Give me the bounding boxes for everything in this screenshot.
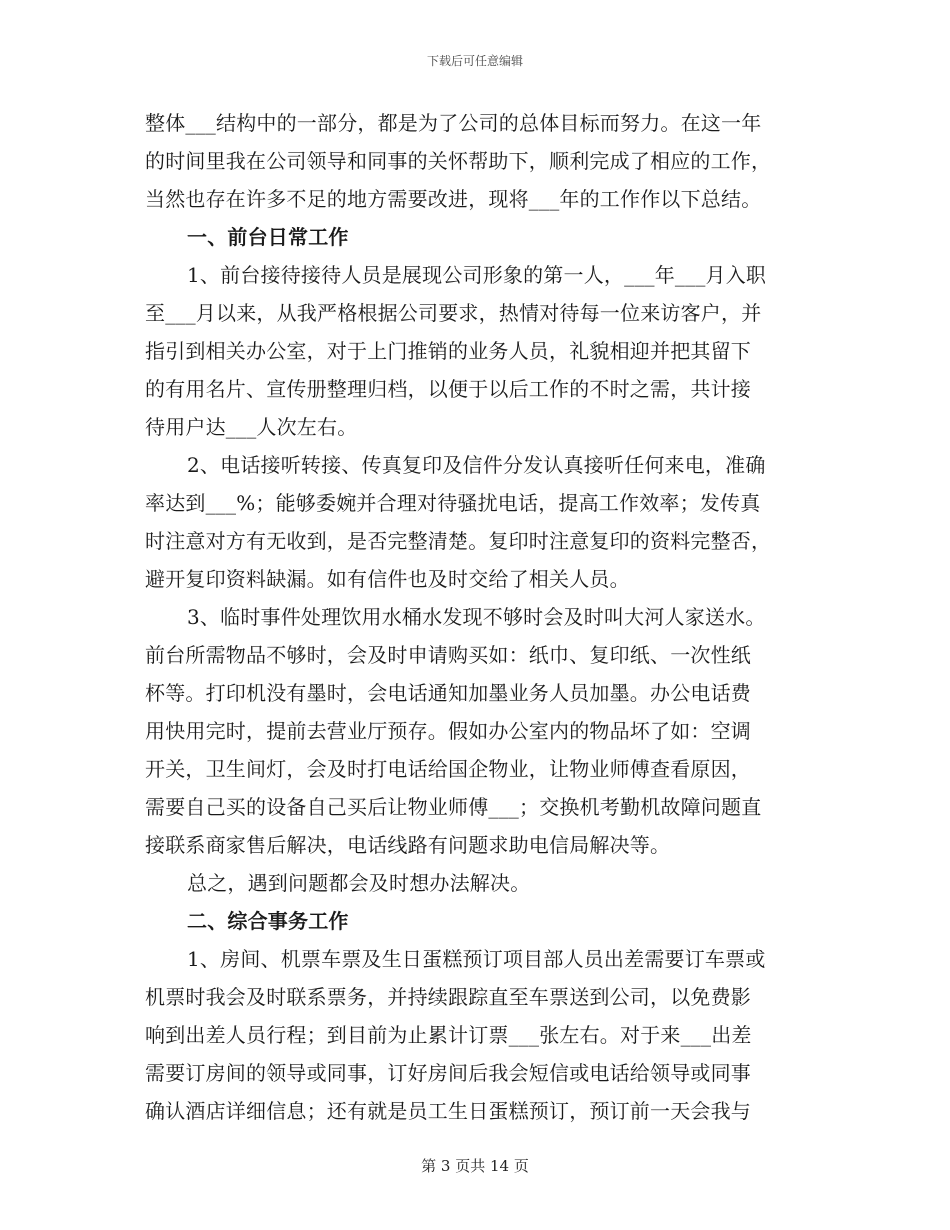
- page-footer: 第 3 页共 14 页: [421, 1157, 529, 1175]
- page-header: 下载后可任意编辑: [426, 54, 523, 68]
- text-line: 杯等。打印机没有墨时，会电话通知加墨业务人员加墨。办公电话费: [145, 681, 751, 705]
- text-line: 时注意对方有无收到，是否完整清楚。复印时注意复印的资料完整否，: [145, 529, 772, 553]
- text-line: 的有用名片、宣传册整理归档，以便于以后工作的不时之需，共计接: [145, 377, 751, 401]
- text-line: 1、前台接待接待人员是展现公司形象的第一人，___年___月入职: [187, 263, 767, 287]
- text-line: 机票时我会及时联系票务，并持续跟踪直至车票送到公司，以免费影: [145, 985, 751, 1009]
- section-heading: 一、前台日常工作: [187, 225, 349, 249]
- text-line: 需要自己买的设备自己买后让物业师傅___；交换机考勤机故障问题直: [145, 795, 762, 819]
- text-line: 的时间里我在公司领导和同事的关怀帮助下，顺利完成了相应的工作，: [145, 149, 772, 173]
- text-line: 3、临时事件处理饮用水桶水发现不够时会及时叫大河人家送水。: [187, 605, 766, 629]
- text-line: 率达到___%；能够委婉并合理对待骚扰电话，提高工作效率；发传真: [145, 491, 761, 515]
- text-line: 确认酒店详细信息；还有就是员工生日蛋糕预订，预订前一天会我与: [145, 1099, 751, 1123]
- text-line: 1、房间、机票车票及生日蛋糕预订项目部人员出差需要订车票或: [187, 947, 766, 971]
- text-line: 至___月以来，从我严格根据公司要求，热情对待每一位来访客户，并: [145, 301, 762, 325]
- text-line: 2、电话接听转接、传真复印及信件分发认真接听任何来电，准确: [187, 453, 766, 477]
- text-line: 当然也存在许多不足的地方需要改进，现将___年的工作作以下总结。: [145, 187, 762, 211]
- text-line: 避开复印资料缺漏。如有信件也及时交给了相关人员。: [145, 567, 630, 591]
- text-line: 总之，遇到问题都会及时想办法解决。: [187, 871, 531, 895]
- text-line: 接联系商家售后解决，电话线路有问题求助电信局解决等。: [145, 833, 671, 857]
- section-heading: 二、综合事务工作: [187, 909, 349, 933]
- text-line: 开关，卫生间灯，会及时打电话给国企物业，让物业师傅查看原因，: [145, 757, 751, 781]
- text-line: 用快用完时，提前去营业厅预存。假如办公室内的物品坏了如：空调: [145, 719, 751, 743]
- text-line: 整体___结构中的一部分，都是为了公司的总体目标而努力。在这一年: [145, 111, 762, 135]
- text-line: 待用户达___人次左右。: [145, 415, 358, 439]
- text-line: 需要订房间的领导或同事，订好房间后我会短信或电话给领导或同事: [145, 1061, 751, 1085]
- text-line: 响到出差人员行程；到目前为止累计订票___张左右。对于来___出差: [145, 1023, 752, 1047]
- text-line: 前台所需物品不够时，会及时申请购买如：纸巾、复印纸、一次性纸: [145, 643, 751, 667]
- text-line: 指引到相关办公室，对于上门推销的业务人员，礼貌相迎并把其留下: [145, 339, 751, 363]
- document-body: [145, 104, 805, 1130]
